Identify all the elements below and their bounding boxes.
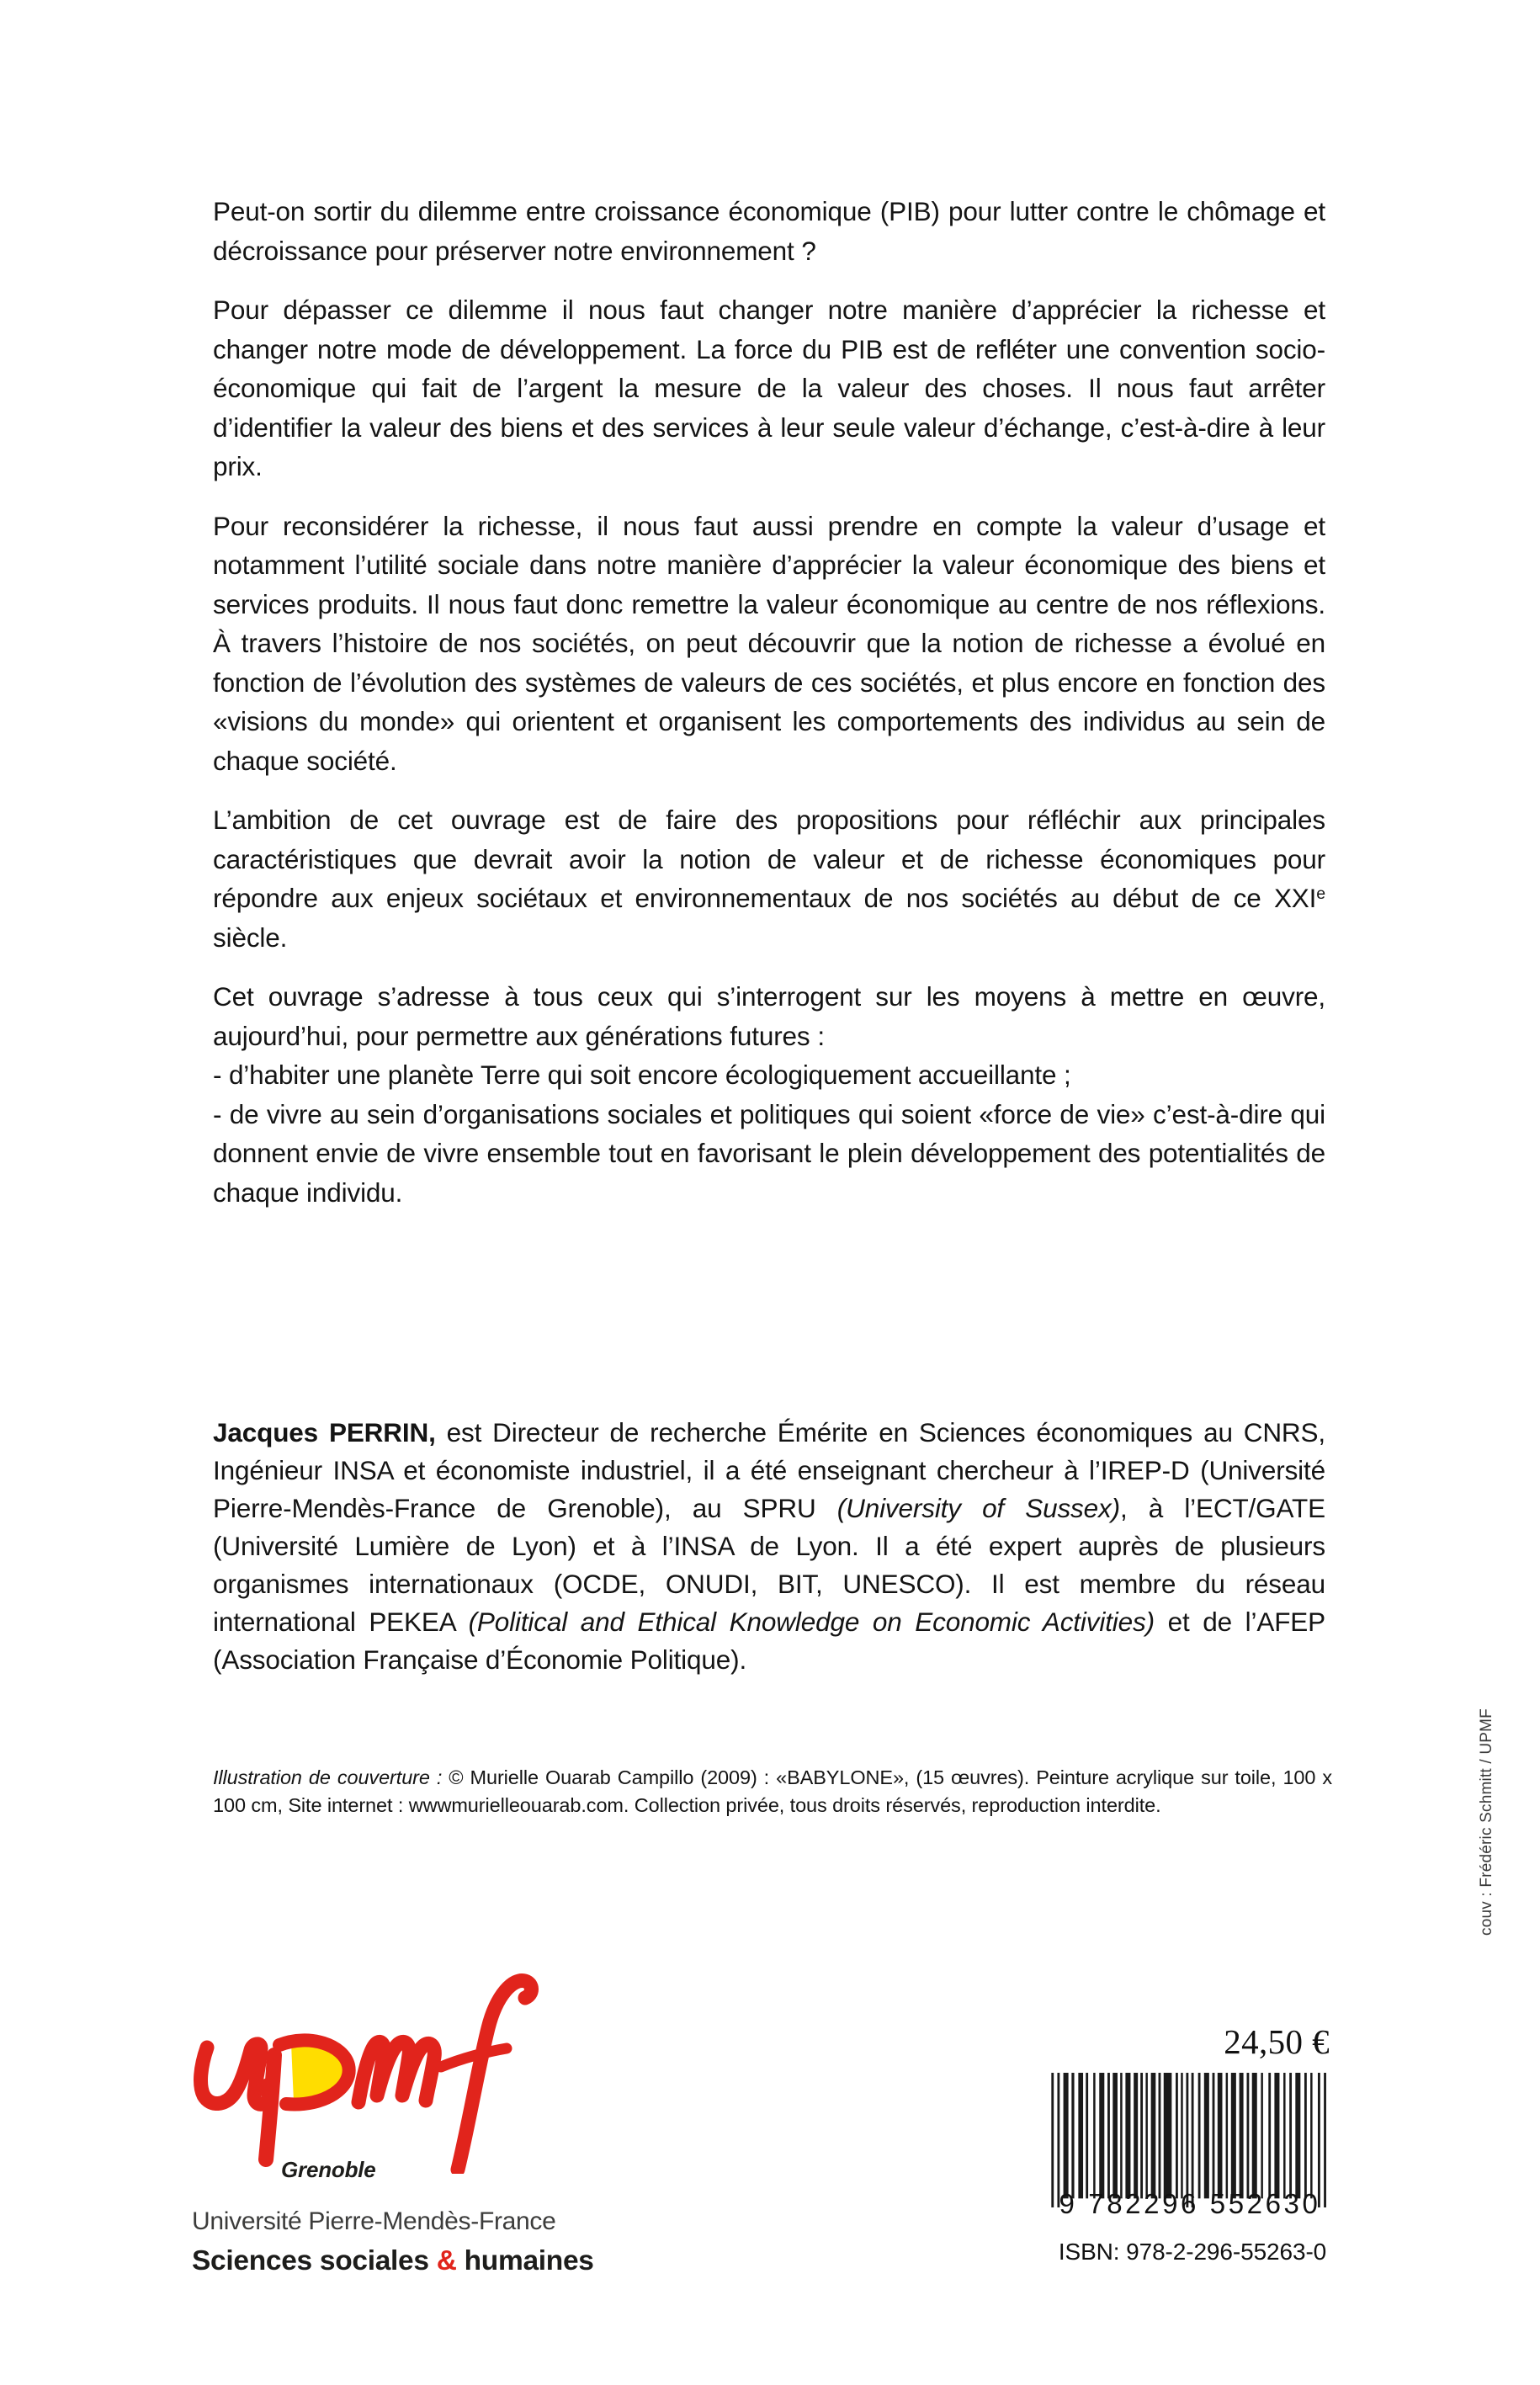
barcode [1047,2073,1333,2207]
department-part-1: Sciences sociales [192,2245,437,2276]
price-label: 24,50 € [1224,2022,1330,2061]
ean13-barcode-icon [1047,2073,1331,2207]
bio-segment-3: et de l’AFEP (Association Française d’Économie Politique). [213,1607,1326,1675]
publisher-department [192,2245,594,2277]
upmf-letter-p-stem [266,2055,274,2159]
upmf-letter-m [358,2042,434,2102]
publisher-city: Grenoble [281,2157,376,2182]
bio-italic-sussex: (University of Sussex) [836,1493,1120,1523]
blurb-paragraph-2: Pour dépasser ce dilemme il nous faut changer notre manière d’apprécier la richesse et changer notre mode de développement. La force du PIB est de refléter une convention socio-économique qui fait de l’argent la mesure de la valeur des choses. Il nous faut arrêter d’identifier la valeur des biens et des services à leur seule valeur d’échange, c’est-à-dire à leur prix. [213,295,1325,481]
illustration-credit-text: © Murielle Ouarab Campillo (2009) : «BABYLONE», (15 œuvres). Peinture acrylique sur toile, 100 x 100 cm, Site internet : wwwmurielleouarab.com. Collection privée, tous droits réservés, reproduction interdite. [213,1766,1332,1816]
blurb-audience-intro: Cet ouvrage s’adresse à tous ceux qui s’interrogent sur les moyens à mettre en œuvre, aujourd’hui, pour permettre aux générations futures : [213,981,1325,1051]
author-name: Jacques PERRIN, [213,1417,436,1447]
ambition-suffix: siècle. [213,922,288,953]
bio-segment-2: , à l’ECT/GATE (Université Lumière de Lyon) et à l’INSA de Lyon. Il a été expert auprès de plusieurs organismes internationaux (OCDE, ONUDI, BIT, UNESCO). Il est membre du réseau international PEKEA [213,1493,1325,1637]
illustration-credit [213,1764,1332,1819]
blurb-bullet-2: - de vivre au sein d’organisations sociales et politiques qui soient «force de vie» c’est-à-dire qui donnent envie de vivre ensemble tout en favorisant le plein développement des potentialités de chaque individu. [213,1098,1325,1208]
publisher-logo [192,1968,663,2329]
bio-segment-1: est Directeur de recherche Émérite en Sciences économiques au CNRS, Ingénieur INSA et économiste industriel, il a été enseignant chercheur à l’IREP-D (Université Pierre-Mendès-France de Grenoble), au SPRU [213,1417,1325,1523]
publisher-university-name: Université Pierre-Mendès-France [192,2207,556,2235]
blurb-paragraph-1: Peut-on sortir du dilemme entre croissance économique (PIB) pour lutter contre le chômage et décroissance pour préserver notre environnement ? [213,196,1325,266]
isbn-label: ISBN: 978-2-296-55263-0 [1058,2239,1327,2265]
author-bio [213,1414,1325,1679]
blurb-bullet-1: - d’habiter une planète Terre qui soit encore écologiquement accueillante ; [213,1060,1071,1090]
department-part-2: humaines [456,2245,594,2276]
ambition-prefix: L’ambition de cet ouvrage est de faire des propositions pour réfléchir aux principales caractéristiques que devrait avoir la notion de valeur et de richesse économiques pour répondre aux enjeux sociétaux et environnementaux de nos sociétés au début de ce XXI [213,805,1325,913]
upmf-wordmark-icon [192,1968,545,2174]
upmf-letter-u [201,2044,272,2104]
bio-italic-pekea: (Political and Ethical Knowledge on Economic Activities) [468,1607,1155,1637]
ambition-ordinal-suffix: e [1316,884,1325,903]
barcode-digits: 9 782296 552630 [1059,2188,1321,2219]
department-ampersand: & [436,2245,457,2276]
blurb-text-block [213,192,1325,1212]
upmf-letter-f [458,1980,532,2170]
illustration-credit-label: Illustration de couverture : [213,1766,443,1788]
cover-photo-credit: couv : Frédéric Schmitt / UPMF [1478,1708,1495,1936]
blurb-paragraph-3: Pour reconsidérer la richesse, il nous faut aussi prendre en compte la valeur d’usage et notamment l’utilité sociale dans notre manière d’apprécier la valeur économique des biens et services produits. Il nous faut donc remettre la valeur économique au centre de nos réflexions. À travers l’histoire de nos sociétés, on peut découvrir que la notion de richesse a évolué en fonction de l’évolution des systèmes de valeurs de ces sociétés, et plus encore en fonction des «visions du monde» qui orientent et organisent les comportements des individus au sein de chaque société. [213,510,1325,776]
blurb-paragraph-ambition [213,800,1325,957]
